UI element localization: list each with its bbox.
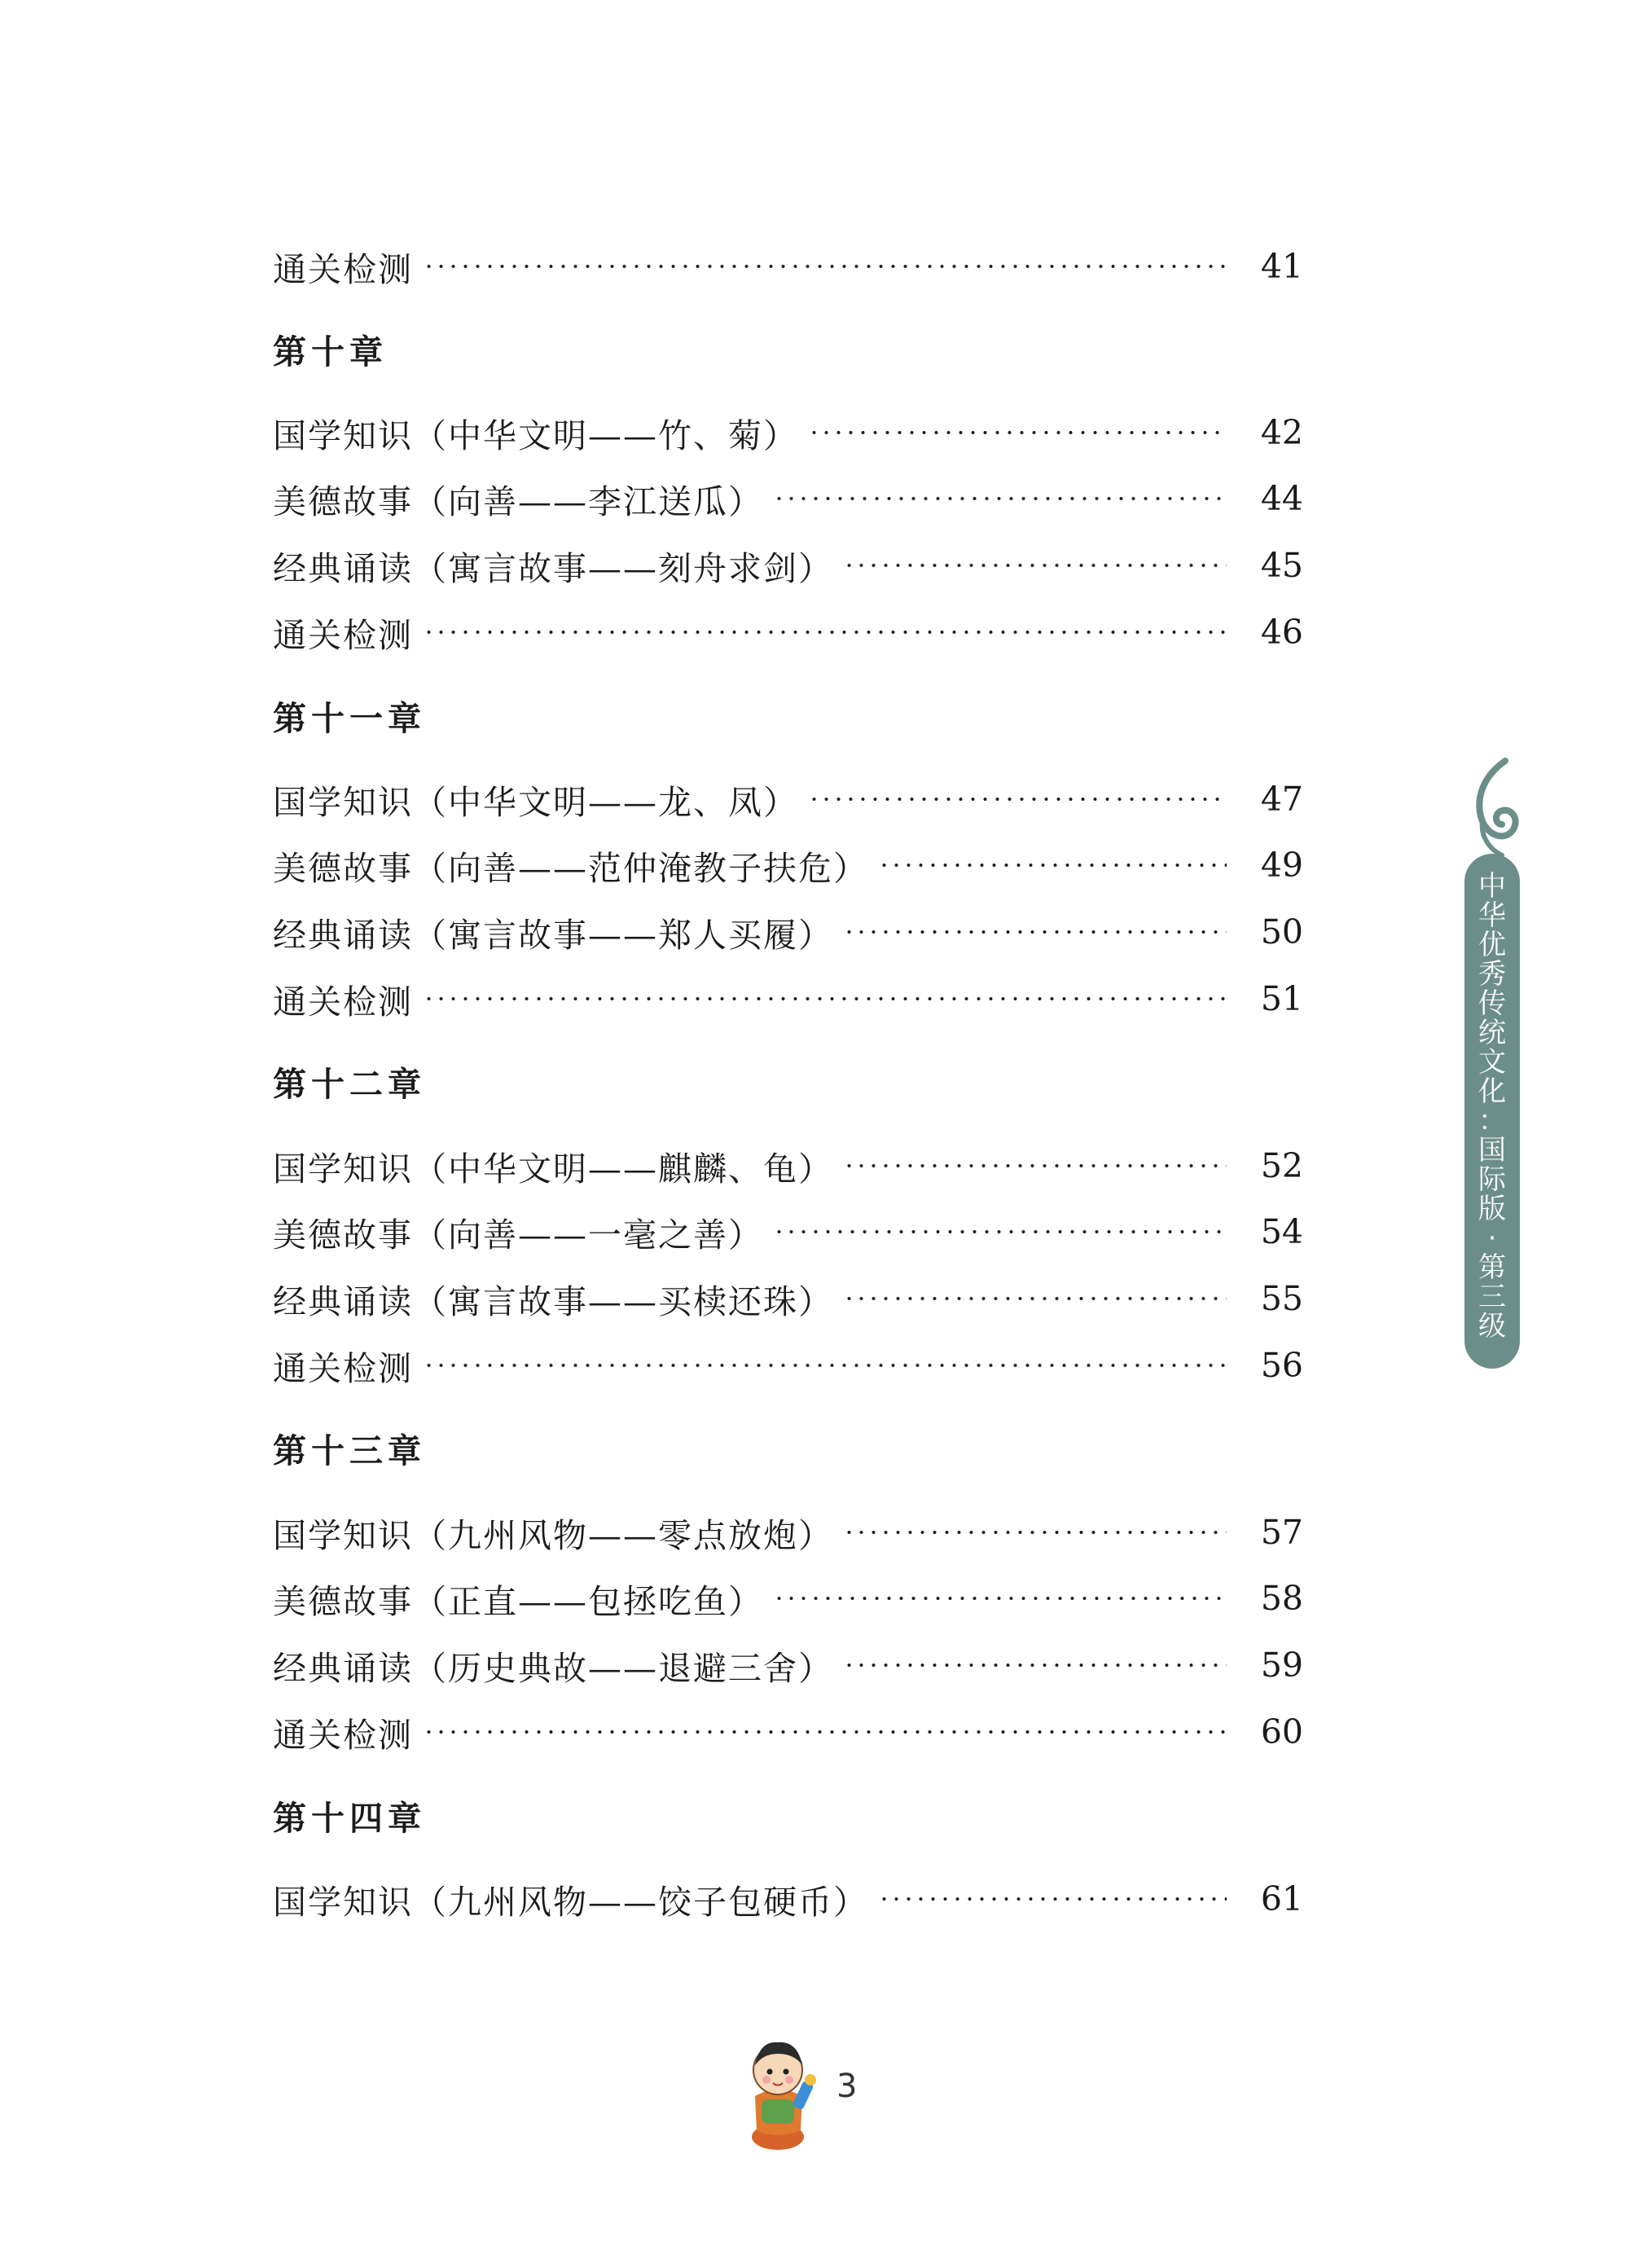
toc-entry-page: 45: [1260, 546, 1303, 585]
toc-entry-page: 51: [1260, 979, 1303, 1018]
toc-entry[interactable]: [273, 404, 1303, 461]
toc-entry-page: 49: [1260, 846, 1303, 885]
toc-entry[interactable]: [273, 771, 1303, 828]
toc-entry[interactable]: [273, 1270, 1303, 1327]
toc-entry[interactable]: [273, 837, 1303, 894]
dot-leader: [843, 563, 1227, 568]
toc-entry-page: 50: [1260, 912, 1303, 952]
dot-leader: [423, 996, 1227, 1001]
side-tab-char: 化: [1478, 1075, 1506, 1108]
dot-leader: [843, 930, 1227, 934]
dot-leader: [843, 1663, 1227, 1668]
toc-entry[interactable]: [273, 537, 1303, 594]
toc-entry-page: 56: [1260, 1346, 1303, 1385]
toc-entry-title: 美德故事（向善——李江送瓜）: [273, 481, 763, 521]
toc-entry[interactable]: [273, 1203, 1303, 1260]
toc-entry[interactable]: [273, 470, 1303, 527]
toc-entry[interactable]: [273, 604, 1303, 661]
toc-entry-title: 通关检测: [273, 982, 413, 1022]
toc-entry[interactable]: [273, 970, 1303, 1027]
toc-entry[interactable]: [273, 1870, 1303, 1927]
toc-entry-page: 61: [1260, 1879, 1303, 1919]
toc-entry-page: 57: [1260, 1513, 1303, 1552]
side-tab-char: 第: [1478, 1251, 1506, 1284]
dot-leader: [878, 863, 1227, 868]
side-tab-char: 国: [1478, 1134, 1506, 1167]
side-tab-char: 级: [1478, 1310, 1506, 1343]
side-tab-char: 优: [1478, 929, 1506, 961]
chapter-heading: 第十二章: [273, 1064, 426, 1104]
toc-entry[interactable]: [273, 1637, 1303, 1694]
toc-entry-title: 美德故事（正直——包拯吃鱼）: [273, 1581, 763, 1621]
toc-entry-title: 经典诵读（寓言故事——刻舟求剑）: [273, 548, 833, 588]
toc-entry-page: 60: [1260, 1712, 1303, 1752]
toc-entry[interactable]: [273, 238, 1303, 295]
dot-leader: [843, 1163, 1227, 1168]
toc-entry-page: 47: [1260, 780, 1303, 819]
dot-leader: [773, 1596, 1227, 1601]
child-mascot-icon: [737, 2033, 828, 2155]
toc-entry-page: 54: [1260, 1212, 1303, 1251]
toc-entry[interactable]: [273, 1137, 1303, 1194]
series-side-tab: [1464, 758, 1520, 1373]
dot-leader: [878, 1897, 1227, 1901]
side-tab-char: 中: [1478, 870, 1506, 903]
dot-leader: [843, 1530, 1227, 1535]
dot-leader: [773, 496, 1227, 501]
toc-entry-page: 44: [1260, 479, 1303, 518]
side-tab-char: ：: [1478, 1105, 1506, 1137]
side-tab-char: ·: [1487, 1222, 1497, 1255]
toc-entry-title: 通关检测: [273, 1348, 413, 1388]
toc-entry-title: 美德故事（向善——一毫之善）: [273, 1215, 763, 1255]
toc-entry[interactable]: [273, 1703, 1303, 1760]
side-tab-char: 传: [1478, 987, 1506, 1020]
dot-leader: [843, 1296, 1227, 1301]
side-tab-char: 文: [1478, 1046, 1506, 1079]
dot-leader: [423, 1730, 1227, 1734]
toc-entry-title: 美德故事（向善——范仲淹教子扶危）: [273, 848, 868, 888]
toc-entry-title: 经典诵读（历史典故——退避三舍）: [273, 1648, 833, 1688]
toc-entry-title: 国学知识（九州风物——零点放炮）: [273, 1515, 833, 1555]
toc-entry-title: 国学知识（中华文明——龙、凤）: [273, 782, 798, 822]
side-tab-title: [1464, 872, 1520, 1341]
side-tab-char: 版: [1478, 1193, 1506, 1225]
toc-entry-title: 通关检测: [273, 615, 413, 655]
side-tab-char: 三: [1478, 1281, 1506, 1313]
side-tab-char: 统: [1478, 1017, 1506, 1049]
toc-entry-page: 42: [1260, 413, 1303, 452]
side-tab-char: 华: [1478, 899, 1506, 932]
toc-entry-page: 41: [1260, 247, 1303, 286]
dot-leader: [808, 797, 1227, 802]
dot-leader: [423, 1363, 1227, 1368]
toc-entry-title: 通关检测: [273, 249, 413, 289]
toc-entry-title: 国学知识（中华文明——竹、菊）: [273, 415, 798, 455]
swirl-ornament-icon: [1464, 758, 1520, 859]
toc-entry-title: 国学知识（中华文明——麒麟、龟）: [273, 1149, 833, 1189]
toc-entry-page: 46: [1260, 613, 1303, 652]
dot-leader: [773, 1229, 1227, 1234]
dot-leader: [423, 630, 1227, 635]
toc-entry-page: 52: [1260, 1146, 1303, 1185]
toc-entry-title: 经典诵读（寓言故事——买椟还珠）: [273, 1281, 833, 1321]
toc-entry-title: 通关检测: [273, 1715, 413, 1755]
chapter-heading: 第十三章: [273, 1431, 426, 1470]
chapter-heading: 第十章: [273, 332, 388, 371]
toc-entry[interactable]: [273, 1570, 1303, 1627]
toc-entry-title: 经典诵读（寓言故事——郑人买履）: [273, 915, 833, 955]
chapter-heading: 第十四章: [273, 1798, 426, 1838]
toc-entry-title: 国学知识（九州风物——饺子包硬币）: [273, 1882, 868, 1922]
dot-leader: [808, 430, 1227, 435]
toc-entry-page: 59: [1260, 1646, 1303, 1685]
page-number: 3: [836, 2068, 858, 2105]
toc-entry-page: 55: [1260, 1279, 1303, 1318]
side-tab-char: 秀: [1478, 958, 1506, 991]
side-tab-char: 际: [1478, 1163, 1506, 1196]
dot-leader: [423, 264, 1227, 269]
chapter-heading: 第十一章: [273, 698, 426, 738]
toc-entry[interactable]: [273, 903, 1303, 960]
toc-entry-page: 58: [1260, 1579, 1303, 1618]
toc-entry[interactable]: [273, 1337, 1303, 1394]
toc-entry[interactable]: [273, 1504, 1303, 1561]
